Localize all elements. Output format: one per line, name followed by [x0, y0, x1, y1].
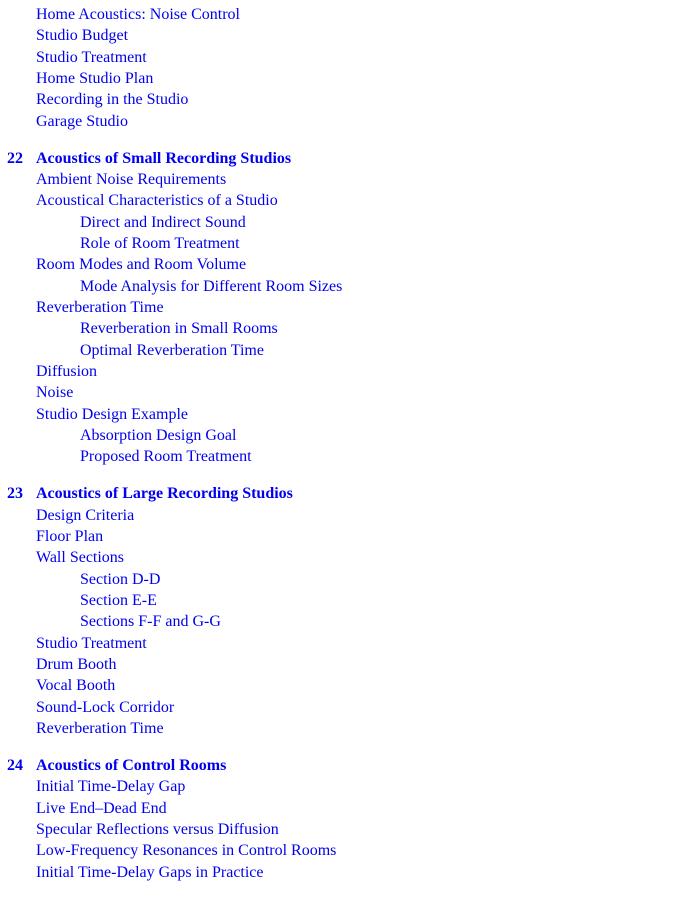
toc-link[interactable]: Room Modes and Room Volume	[36, 256, 247, 274]
toc-link[interactable]: Studio Design Example	[36, 405, 188, 423]
table-of-contents	[0, 4, 695, 883]
toc-link[interactable]: Garage Studio	[36, 112, 128, 130]
toc-link[interactable]: Diffusion	[36, 363, 98, 380]
toc-link[interactable]: Initial Time-Delay Gaps in Practice	[36, 863, 264, 881]
toc-link[interactable]: Noise	[36, 384, 74, 402]
toc-link[interactable]: Optimal Reverberation Time	[80, 341, 264, 359]
toc-link[interactable]: Absorption Design Goal	[80, 427, 237, 445]
toc-entry[interactable]	[0, 47, 695, 68]
toc-entry[interactable]	[0, 862, 695, 883]
toc-link[interactable]: Home Acoustics: Noise Control	[36, 6, 240, 23]
toc-link[interactable]: Mode Analysis for Different Room Sizes	[80, 277, 343, 295]
toc-link[interactable]: Proposed Room Treatment	[80, 448, 252, 466]
chapter-title-link[interactable]: Acoustics of Small Recording Studios	[36, 149, 292, 167]
toc-link[interactable]: Design Criteria	[36, 506, 135, 524]
toc-entry[interactable]	[0, 111, 695, 132]
toc-link[interactable]: Specular Reflections versus Diffusion	[36, 820, 279, 838]
chapter-heading-22[interactable]	[0, 148, 695, 169]
chapter-number: 22	[7, 149, 23, 167]
toc-entry[interactable]	[0, 819, 695, 840]
toc-link[interactable]: Section D-D	[80, 570, 161, 588]
toc-link[interactable]: Reverberation Time	[36, 298, 164, 316]
toc-link[interactable]: Low-Frequency Resonances in Control Rooms	[36, 842, 337, 860]
chapter-heading-24[interactable]	[0, 755, 695, 776]
toc-entry[interactable]	[0, 254, 695, 275]
toc-entry[interactable]	[0, 547, 695, 568]
toc-subentry[interactable]	[0, 340, 695, 361]
toc-entry[interactable]	[0, 190, 695, 211]
toc-link[interactable]: Studio Treatment	[36, 48, 147, 66]
toc-subentry[interactable]	[0, 318, 695, 339]
toc-link[interactable]: Acoustical Characteristics of a Studio	[36, 192, 278, 210]
toc-link[interactable]: Wall Sections	[36, 549, 125, 567]
chapter-number: 24	[7, 756, 23, 774]
toc-entry[interactable]	[0, 526, 695, 547]
toc-subentry[interactable]	[0, 276, 695, 297]
toc-link[interactable]: Direct and Indirect Sound	[80, 213, 246, 231]
toc-subentry[interactable]	[0, 425, 695, 446]
toc-link[interactable]: Floor Plan	[36, 527, 104, 545]
toc-entry[interactable]	[0, 297, 695, 318]
toc-subentry[interactable]	[0, 212, 695, 233]
toc-entry[interactable]	[0, 89, 695, 110]
toc-subentry[interactable]	[0, 569, 695, 590]
toc-link[interactable]: Recording in the Studio	[36, 91, 189, 109]
toc-link[interactable]: Initial Time-Delay Gap	[36, 778, 186, 796]
toc-link[interactable]: Sound-Lock Corridor	[36, 698, 175, 716]
chapter-number: 23	[7, 485, 23, 503]
toc-subentry[interactable]	[0, 590, 695, 611]
chapter-title-link[interactable]: Acoustics of Control Rooms	[36, 756, 227, 774]
toc-entry[interactable]	[0, 675, 695, 696]
chapter-title-link[interactable]: Acoustics of Large Recording Studios	[36, 485, 293, 503]
toc-link[interactable]: Reverberation in Small Rooms	[80, 320, 278, 338]
toc-entry[interactable]	[0, 361, 695, 382]
toc-entry[interactable]	[0, 798, 695, 819]
toc-subentry[interactable]	[0, 611, 695, 632]
toc-entry[interactable]	[0, 4, 695, 25]
toc-link[interactable]: Studio Budget	[36, 27, 129, 45]
toc-link[interactable]: Reverberation Time	[36, 720, 164, 737]
toc-link[interactable]: Studio Treatment	[36, 634, 147, 652]
toc-entry[interactable]	[0, 776, 695, 797]
toc-entry[interactable]	[0, 382, 695, 403]
toc-entry[interactable]	[0, 404, 695, 425]
toc-entry[interactable]	[0, 25, 695, 46]
toc-link[interactable]: Live End–Dead End	[36, 799, 167, 817]
toc-link[interactable]: Vocal Booth	[36, 677, 116, 695]
toc-link[interactable]: Ambient Noise Requirements	[36, 170, 227, 188]
toc-subentry[interactable]	[0, 446, 695, 467]
toc-subentry[interactable]	[0, 233, 695, 254]
toc-entry[interactable]	[0, 505, 695, 526]
toc-entry[interactable]	[0, 633, 695, 654]
toc-entry[interactable]	[0, 169, 695, 190]
toc-entry[interactable]	[0, 840, 695, 861]
toc-entry[interactable]	[0, 697, 695, 718]
toc-entry[interactable]	[0, 654, 695, 675]
toc-link[interactable]: Section E-E	[80, 591, 157, 609]
toc-link[interactable]: Home Studio Plan	[36, 70, 154, 88]
chapter-heading-23[interactable]	[0, 483, 695, 504]
toc-entry[interactable]	[0, 718, 695, 739]
toc-link[interactable]: Sections F-F and G-G	[80, 613, 221, 631]
toc-entry[interactable]	[0, 68, 695, 89]
toc-link[interactable]: Drum Booth	[36, 655, 117, 673]
toc-link[interactable]: Role of Room Treatment	[80, 234, 240, 252]
